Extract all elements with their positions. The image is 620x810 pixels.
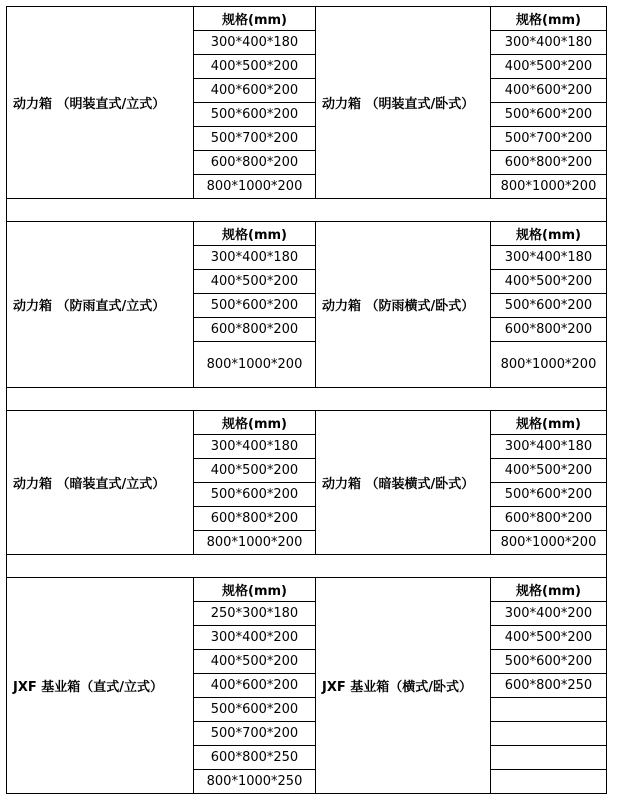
size-cell-right	[491, 746, 607, 770]
section-gap	[7, 388, 607, 411]
size-cell-left: 500*600*200	[194, 483, 316, 507]
size-cell-left: 300*400*180	[194, 31, 316, 55]
size-cell-left: 300*400*180	[194, 435, 316, 459]
gap-cell	[7, 199, 607, 222]
size-cell-left: 800*1000*250	[194, 770, 316, 794]
spec-header: 规格(mm)	[194, 7, 316, 31]
spec-header: 规格(mm)	[491, 222, 607, 246]
category-left: 动力箱 （防雨直式/立式）	[7, 222, 194, 388]
spec-header: 规格(mm)	[194, 222, 316, 246]
size-cell-right: 500*600*200	[491, 294, 607, 318]
spec-header: 规格(mm)	[491, 7, 607, 31]
size-cell-right: 500*600*200	[491, 650, 607, 674]
size-cell-left: 800*1000*200	[194, 175, 316, 199]
size-cell-right	[491, 770, 607, 794]
section-gap	[7, 555, 607, 578]
spec-table	[6, 6, 607, 794]
size-cell-right: 400*600*200	[491, 79, 607, 103]
gap-cell	[7, 388, 607, 411]
size-cell-right: 300*400*180	[491, 31, 607, 55]
size-cell-right: 600*800*250	[491, 674, 607, 698]
size-cell-left: 600*800*200	[194, 318, 316, 342]
size-cell-right: 400*500*200	[491, 55, 607, 79]
size-cell-left: 250*300*180	[194, 602, 316, 626]
size-cell-right: 500*700*200	[491, 127, 607, 151]
size-cell-left: 400*500*200	[194, 55, 316, 79]
size-cell-right: 800*1000*200	[491, 342, 607, 388]
size-cell-left: 500*700*200	[194, 722, 316, 746]
category-right: 动力箱 （暗装横式/卧式）	[316, 411, 491, 555]
size-cell-left: 400*500*200	[194, 270, 316, 294]
size-cell-right: 500*600*200	[491, 483, 607, 507]
size-cell-left: 300*400*200	[194, 626, 316, 650]
size-cell-right: 400*500*200	[491, 626, 607, 650]
gap-cell	[7, 555, 607, 578]
spec-header: 规格(mm)	[491, 411, 607, 435]
size-cell-right	[491, 698, 607, 722]
spec-header: 规格(mm)	[194, 411, 316, 435]
spec-header: 规格(mm)	[194, 578, 316, 602]
size-cell-left: 400*500*200	[194, 650, 316, 674]
category-right: 动力箱 （防雨横式/卧式）	[316, 222, 491, 388]
size-cell-left: 500*600*200	[194, 103, 316, 127]
table-row	[7, 578, 607, 602]
size-cell-right: 800*1000*200	[491, 531, 607, 555]
table-row	[7, 411, 607, 435]
size-cell-right: 300*400*180	[491, 246, 607, 270]
category-right: JXF 基业箱（横式/卧式）	[316, 578, 491, 794]
size-cell-right: 800*1000*200	[491, 175, 607, 199]
size-cell-left: 600*800*200	[194, 507, 316, 531]
size-cell-right: 300*400*180	[491, 435, 607, 459]
size-cell-left: 500*600*200	[194, 698, 316, 722]
size-cell-left: 400*600*200	[194, 79, 316, 103]
section-gap	[7, 199, 607, 222]
size-cell-right: 500*600*200	[491, 103, 607, 127]
table-row	[7, 222, 607, 246]
spec-header: 规格(mm)	[491, 578, 607, 602]
size-cell-left: 800*1000*200	[194, 342, 316, 388]
table-row	[7, 7, 607, 31]
size-cell-right: 400*500*200	[491, 270, 607, 294]
size-cell-left: 500*700*200	[194, 127, 316, 151]
size-cell-right: 300*400*200	[491, 602, 607, 626]
category-right: 动力箱 （明装直式/卧式）	[316, 7, 491, 199]
size-cell-left: 400*500*200	[194, 459, 316, 483]
size-cell-left: 300*400*180	[194, 246, 316, 270]
size-cell-left: 800*1000*200	[194, 531, 316, 555]
size-cell-right: 600*800*200	[491, 507, 607, 531]
size-cell-right: 600*800*200	[491, 151, 607, 175]
size-cell-right: 400*500*200	[491, 459, 607, 483]
size-cell-left: 600*800*200	[194, 151, 316, 175]
size-cell-left: 600*800*250	[194, 746, 316, 770]
category-left: JXF 基业箱（直式/立式）	[7, 578, 194, 794]
size-cell-left: 400*600*200	[194, 674, 316, 698]
size-cell-right	[491, 722, 607, 746]
category-left: 动力箱 （明装直式/立式）	[7, 7, 194, 199]
size-cell-left: 500*600*200	[194, 294, 316, 318]
category-left: 动力箱 （暗装直式/立式）	[7, 411, 194, 555]
size-cell-right: 600*800*200	[491, 318, 607, 342]
